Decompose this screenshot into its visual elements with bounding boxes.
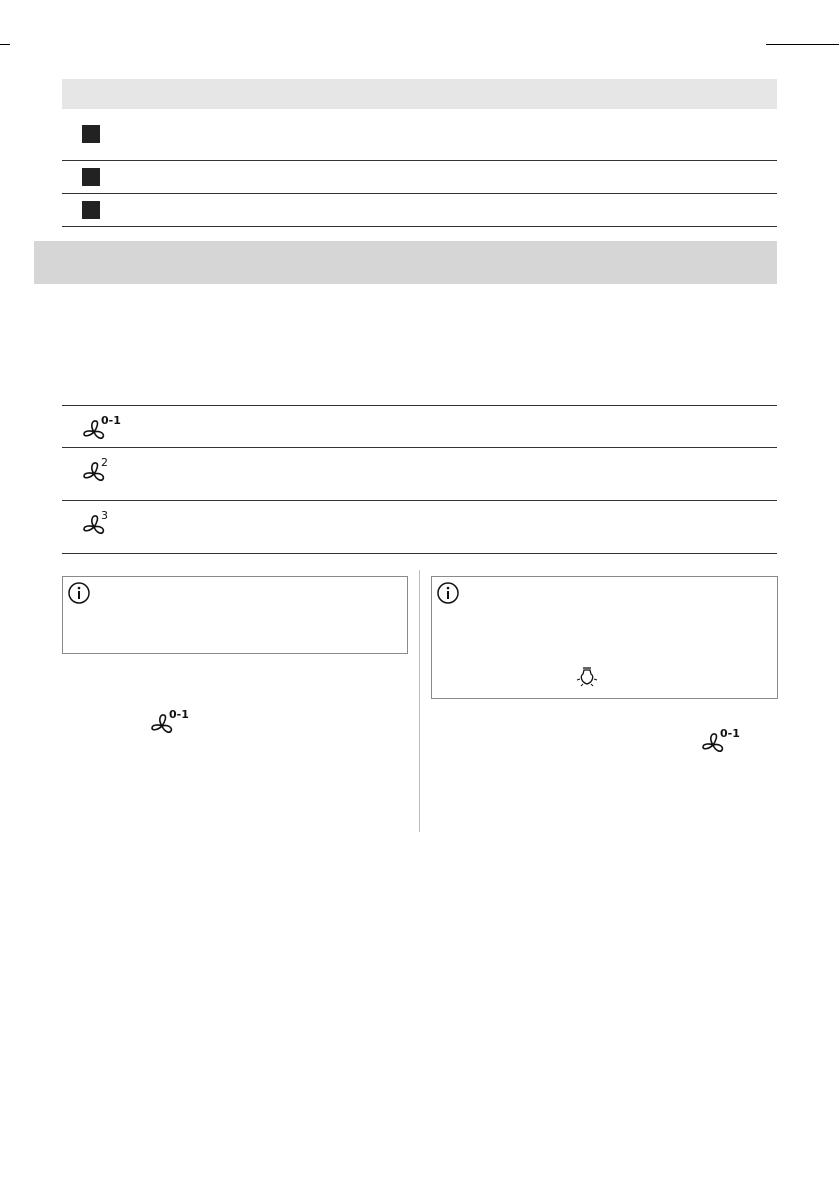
fan-row-0-1 bbox=[62, 406, 777, 448]
fan-level-label: 0-1 bbox=[101, 414, 121, 427]
top-table-header bbox=[62, 79, 777, 109]
column-divider bbox=[419, 570, 420, 832]
fan-level-label: 0-1 bbox=[169, 708, 189, 721]
fan-row-3 bbox=[62, 501, 777, 554]
square-marker-icon bbox=[82, 125, 100, 143]
fan-speed-table bbox=[62, 405, 777, 554]
crop-mark-top-left bbox=[0, 44, 10, 45]
fan-speed-2-icon bbox=[82, 454, 132, 486]
fan-level-label: 2 bbox=[101, 456, 108, 469]
top-table-row-2 bbox=[62, 161, 777, 194]
square-marker-icon bbox=[82, 168, 100, 186]
square-marker-icon bbox=[82, 201, 100, 219]
top-table-row-3 bbox=[62, 194, 777, 227]
right-note-box bbox=[431, 576, 778, 699]
section-heading-bar bbox=[34, 241, 777, 284]
fan-speed-3-icon bbox=[82, 507, 132, 539]
light-bulb-icon bbox=[574, 666, 600, 692]
info-icon bbox=[67, 581, 91, 605]
top-table bbox=[62, 79, 777, 227]
left-note-box bbox=[62, 576, 408, 654]
fan-speed-0-1-icon bbox=[150, 706, 200, 738]
crop-mark-top-right bbox=[766, 44, 839, 45]
fan-level-label: 0-1 bbox=[720, 727, 740, 740]
fan-speed-0-1-icon bbox=[82, 412, 132, 444]
fan-level-label: 3 bbox=[101, 509, 108, 522]
fan-row-2 bbox=[62, 448, 777, 501]
info-icon bbox=[436, 581, 460, 605]
fan-speed-0-1-icon bbox=[701, 725, 751, 757]
top-table-row-1 bbox=[62, 109, 777, 161]
